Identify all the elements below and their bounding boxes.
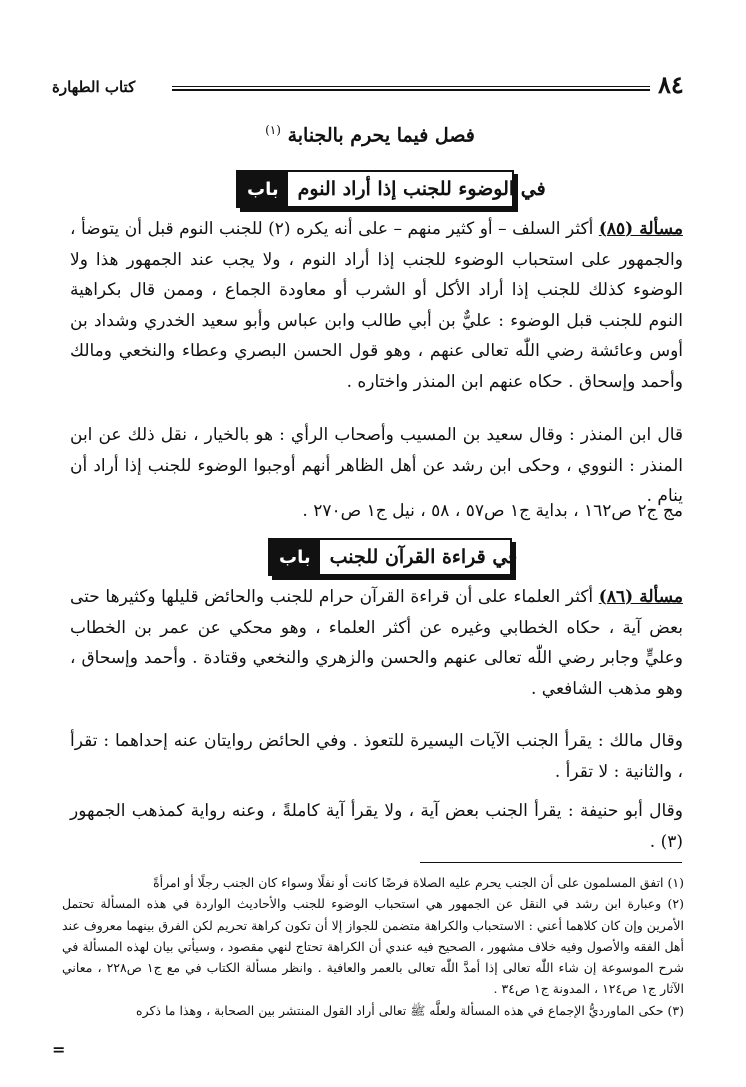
chapter-heading-box <box>268 538 518 576</box>
paragraph-masala-86 <box>70 582 683 704</box>
chapter-label: باب <box>270 540 320 574</box>
section-title-text: فصل فيما يحرم بالجنابة <box>287 124 475 147</box>
chapter-label: باب <box>238 172 288 206</box>
paragraph-text: أكثر السلف – أو كثير منهم – على أنه يكره (٢) للجنب النوم قبل أن يتوضأ ، والجمهور على استحباب الوضوء للجنب إذا أراد النوم ، ولا يجب عند الجمهور هذا ولا الوضوء كذلك للجنب إذا أراد الأكل أو الشرب أو معاودة الجماع ، وممن قال بكراهية النوم للجنب قبل الوضوء : عليٌّ بن أبي طالب وابن عباس وأبو سعيد الخدري وشداد بن أوس وعائشة رضي اللّٰه تعالى عنهم ، وهو قول الحسن البصري وعطاء والنخعي ومالك وأحمد وإسحاق . حكاه عنهم ابن المنذر واختاره . <box>70 219 683 392</box>
paragraph-ibn-al-mundhir: قال ابن المنذر : وقال سعيد بن المسيب وأصحاب الرأي : هو بالخيار ، نقل ذلك عن ابن المنذر : النووي ، وحكى ابن رشد عن أهل الظاهر أنهم أوجبوا الوضوء للجنب إذا أراد أن ينام . <box>70 425 683 506</box>
paragraph-malik: وقال مالك : يقرأ الجنب الآيات اليسيرة للتعوذ . وفي الحائض روايتان عنه إحداهما : تقرأ ، والثانية : لا تقرأ . <box>70 731 683 782</box>
references-line: مج ج٢ ص١٦٢ ، بداية ج١ ص٥٧ ، ٥٨ ، نيل ج١ ص٢٧٠ . <box>302 501 683 521</box>
header-rule <box>172 86 650 91</box>
page-number: ٨٤ <box>658 70 684 99</box>
paragraph-masala-85 <box>70 214 683 397</box>
chapter-heading-box <box>236 170 546 208</box>
chapter-title: في قراءة القرآن للجنب <box>329 546 518 568</box>
footnote-rule <box>420 862 682 863</box>
footnote: (٢) وعبارة ابن رشد في النقل عن الجمهور هي استحباب الوضوء للجنب والأحاديث الواردة في هذه المسألة تحتمل الأمرين وإن كان كلاهما أعني : الاستحباب والكراهة متضمن للجواز إلا أن تكون كراهة تحريم لكن الفرق بينهما معروف عند أهل الفقه والأصول وفيه خلاف مشهور ، الصحيح فيه عندي أن الكراهة تحتاج لنهي مقصود ، وسيأتي بيان لهذه المسألة في شرح الموسوعة إن شاء اللّٰه تعالى إذا أمدَّ اللّٰه تعالى بالعمر والعافية . وانظر مسألة الكتاب في مع ج١ ص٢٢٨ ، معاني الآثار ج١ ص١٢٤ ، المدونة ج١ ص٣٤ . <box>62 896 684 997</box>
footnote: (٣) حكى الماورديُّ الإجماع في هذه المسألة ولعلَّه ﷺ تعالى أراد القول المنتشر بين الصحابة ، وهذا ما ذكره <box>136 1002 684 1018</box>
continuation-mark: = <box>52 1040 66 1059</box>
section-title <box>120 123 620 146</box>
paragraph-abu-hanifa: وقال أبو حنيفة : يقرأ الجنب بعض آية ، ولا يقرأ آية كاملةً ، وعنه رواية كمذهب الجمهور (٣) . <box>70 801 683 852</box>
footnotes <box>62 872 684 1021</box>
masala-number: مسألة (٨٦) <box>598 587 683 607</box>
section-footnote-ref: (١) <box>265 123 281 137</box>
paragraph-text: أكثر العلماء على أن قراءة القرآن حرام للجنب والحائض قليلها وكثيرها حتى بعض آية ، حكاه الخطابي وغيره عن أكثر العلماء ، وهو محكي عن عمر بن الخطاب وعليٍّ وجابر رضي اللّٰه تعالى عنهم والحسن والزهري والنخعي وقتادة . وأحمد وإسحاق ، وهو مذهب الشافعي . <box>70 587 683 699</box>
chapter-title: في الوضوء للجنب إذا أراد النوم <box>297 178 546 200</box>
running-header-book-title: كتاب الطهارة <box>52 78 136 96</box>
masala-number: مسألة (٨٥) <box>598 219 683 239</box>
footnote: (١) اتفق المسلمون على أن الجنب يحرم عليه الصلاة فرضًا كانت أو نفلًا وسواء كان الجنب رجلًا أو امرأةً <box>153 875 684 890</box>
